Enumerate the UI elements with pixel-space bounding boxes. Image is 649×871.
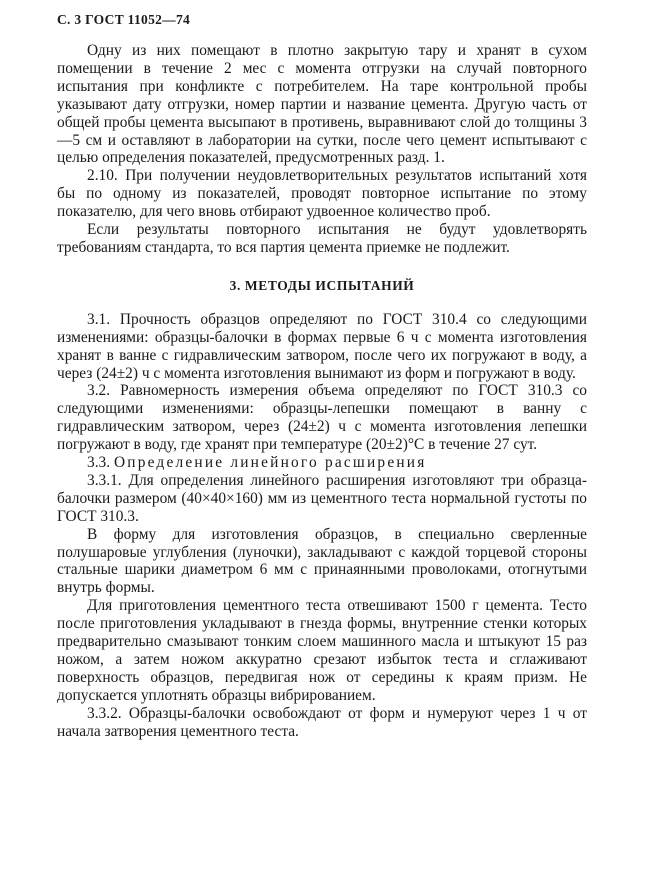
paragraph-3-1: 3.1. Прочность образцов определяют по ГОСТ 310.4 со следующими изменениями: образцы-балочки в формах первые 6 ч с момента изготовления хранят в ванне с гидравлическим затвором, после чего их погружают в воду, а через (24±2) ч с момента изготовления вынимают из форм и погружают в воду. — [57, 310, 587, 382]
paragraph-3-2: 3.2. Равномерность измерения объема определяют по ГОСТ 310.3 со следующими изменениями: образцы-лепешки помещают в ванну с гидравлическим затвором, через (24±2) ч с момента изготовления лепешки погружают в воду, где хранят при температуре (20±2)°С в течение 27 сут. — [57, 382, 587, 454]
section-title: 3. МЕТОДЫ ИСПЫТАНИЙ — [229, 277, 415, 293]
paragraph-storage-sample: Одну из них помещают в плотно закрытую тару и хранят в сухом помещении в течение 2 мес с момента отгрузки на случай повторного испытания при конфликте с потребителем. На таре контрольной пробы указывают дату отгрузки, номер партии и название цемента. Другую часть от общей пробы цемента высыпают в противень, выравнивают слой до толщины 3—5 см и оставляют в лаборатории на сутки, после чего цемент испытывают с целью определения показателей, предусмотренных разд. 1. — [57, 42, 587, 167]
subsection-title: Определение линейного расширения — [113, 454, 427, 472]
paragraph-mold-preparation: В форму для изготовления образцов, в специально сверленные полушаровые углубления (луночки), закладывают с каждой торцевой стороны стальные шарики диаметром 6 мм с принаянными проволоками, отогнутыми внутрь формы. — [57, 525, 587, 597]
document-body — [57, 42, 587, 741]
paragraph-3-3-2: 3.3.2. Образцы-балочки освобождают от форм и нумеруют через 1 ч от начала затворения цементного теста. — [57, 704, 587, 740]
page-header: С. 3 ГОСТ 11052—74 — [57, 12, 191, 27]
subsection-number: 3.3. — [87, 454, 111, 472]
paragraph-retest-result: Если результаты повторного испытания не будут удовлетворять требованиям стандарта, то вся партия цемента приемке не подлежит. — [57, 221, 587, 256]
paragraph-3-3-1: 3.3.1. Для определения линейного расширения изготовляют три образца-балочки размером (40×40×160) мм из цементного теста нормальной густоты по ГОСТ 310.3. — [57, 471, 587, 525]
subsection-heading — [57, 454, 587, 472]
paragraph-paste-preparation: Для приготовления цементного теста отвешивают 1500 г цемента. Тесто после приготовления укладывают в гнезда формы, внутренние стенки которых предварительно смазывают тонким слоем машинного масла и штыкуют 15 раз ножом, а затем ножом аккуратно срезают избыток теста и сглаживают поверхность образцов, передвигая нож от середины к краям призм. Не допускается уплотнять образцы вибрированием. — [57, 597, 587, 704]
paragraph-2-10: 2.10. При получении неудовлетворительных результатов испытаний хотя бы по одному из показателей, проводят повторное испытание по этому показателю, для чего вновь отбирают удвоенное количество проб. — [57, 167, 587, 221]
